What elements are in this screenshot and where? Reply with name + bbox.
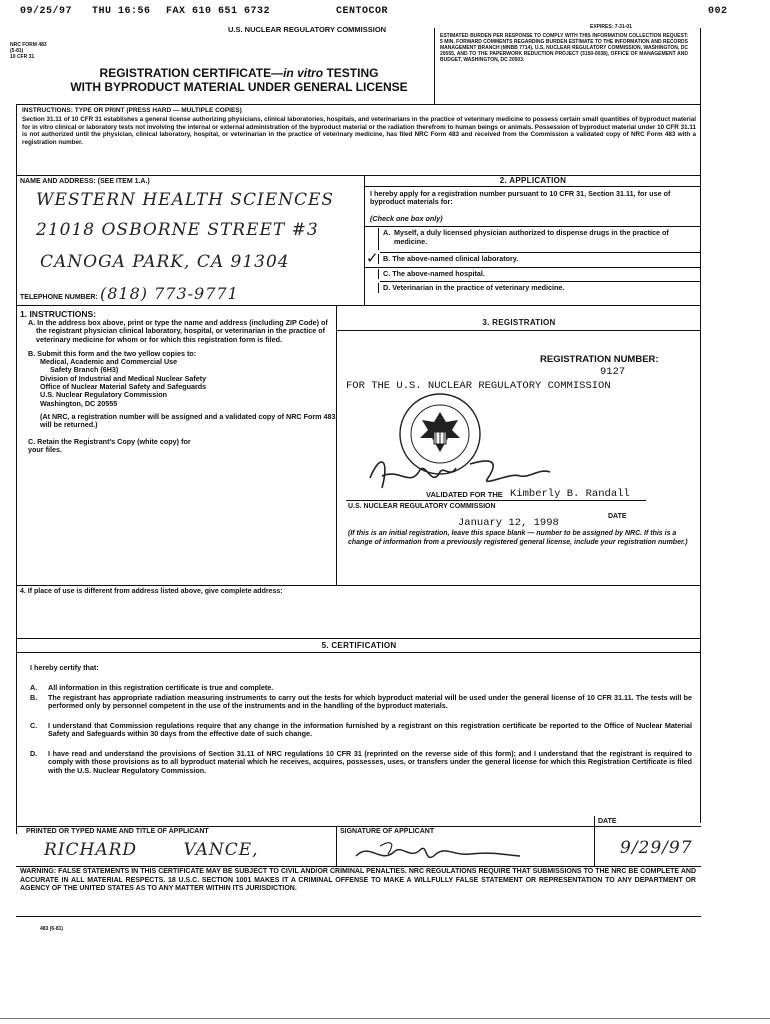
- title-line1: [54, 66, 424, 80]
- agency-header: U.S. NUCLEAR REGULATORY COMMISSION: [228, 25, 387, 34]
- cert-item-b-letter: B.: [30, 693, 38, 702]
- title-part-c: TESTING: [323, 66, 379, 80]
- title-part-b: in vitro: [283, 66, 324, 80]
- footer-code: 483 (6-81): [40, 926, 64, 932]
- fax-sender: CENTOCOR: [336, 6, 389, 17]
- instruction-a: A. In the address box above, print or type the name and address (including ZIP Code) of the registrant physician clinical laboratory, hospital, or veterinarian in the practice of veterinary medicine for whom or for which this registration form is filed.: [28, 318, 328, 344]
- name-line3: CANOGA PARK, CA 91304: [40, 252, 290, 272]
- addr-line-0: Medical, Academic and Commercial Use: [40, 357, 178, 367]
- registration-title: 3. REGISTRATION: [482, 318, 556, 327]
- name-address-label: NAME AND ADDRESS: (SEE ITEM 1.A.): [20, 178, 150, 185]
- instructions-header-text: Section 31.11 of 10 CFR 31 establishes a general license authorizing physicians, clinical laboratories, hospitals, and veterinarians in the practice of veterinary medicine to possess certain small quantities of byproduct material for in vitro clinical or laboratory tests not involving the internal or external administration of the byproduct material or the radiation therefrom to human beings or animals. Possession of byproduct material under 10 CFR 31.11 is not authorized until the physician, clinical laboratory, hospital, or veterinarian in the practice of veterinary medicine, has filed NRC Form 483 and received from the Commission a validated copy of NRC Form 483 with a registration number.: [22, 116, 696, 146]
- addr-line-5: Washington, DC 20555: [40, 398, 118, 408]
- instruction-b-note: (At NRC, a registration number will be assigned and a validated copy of NRC Form 483 will be returned.): [40, 411, 336, 430]
- date-left-border: [594, 816, 595, 866]
- commission-label: U.S. NUCLEAR REGULATORY COMMISSION: [348, 503, 496, 510]
- registration-date: January 12, 1998: [458, 517, 559, 529]
- name-line1: WESTERN HEALTH SCIENCES: [36, 190, 335, 210]
- cert-item-d-text: I have read and understand the provisions of Section 31.11 of NRC regulations 10 CFR 31 (reprinted on the reverse side of this form); and I understand that the registrant is required to comply with those provisions as to all byproduct material which he receives, acquires, possesses, uses, or transfers under the general license for which this Registration Certificate is filed with the U.S. Nuclear Regulatory Commission.: [48, 749, 692, 775]
- application-text: I hereby apply for a registration number pursuant to 10 CFR 31, Section 31.11, for use of byproduct materials for:: [370, 189, 671, 207]
- option-a-letter: A.: [383, 228, 391, 237]
- fax-number: FAX 610 651 6732: [166, 6, 271, 17]
- cert-item-d-letter: D.: [30, 749, 38, 758]
- option-c-letter: C.: [383, 269, 391, 278]
- option-c-text: The above-named hospital.: [392, 269, 485, 278]
- form-title: [54, 66, 424, 94]
- telephone-label: TELEPHONE NUMBER:: [20, 294, 98, 301]
- form-left-border: [16, 104, 17, 834]
- section3-left-border: [336, 305, 337, 585]
- checkbox-d[interactable]: [366, 283, 379, 293]
- form-cfr-text: 10 CFR 31: [10, 54, 35, 60]
- title-line2: WITH BYPRODUCT MATERIAL UNDER GENERAL LICENSE: [70, 80, 408, 94]
- instruction-b-address: [40, 358, 342, 408]
- bottom-edge: [0, 1018, 770, 1019]
- fax-header: [20, 6, 760, 20]
- instruction-b: B. Submit this form and the two yellow copies to:: [28, 348, 197, 358]
- form-date-text: (5-81): [10, 48, 24, 54]
- fax-date: 09/25/97: [20, 6, 73, 17]
- application-option-a[interactable]: [366, 228, 698, 252]
- form-number: [10, 42, 70, 60]
- application-title-rule: [364, 186, 701, 187]
- applicant-date-label: DATE: [598, 818, 617, 825]
- addr-line-3: Office of Nuclear Material Safety and Safeguards: [40, 382, 207, 392]
- burden-statement: ESTIMATED BURDEN PER RESPONSE TO COMPLY WITH THIS INFORMATION COLLECTION REQUEST: 5 MIN. FORWARD COMMENTS REGARDING BURDEN ESTIMATE TO THE INFORMATION AND RECORDS MANAGEMENT BRANCH (MNBB 7714), U.S. NUCLEAR REGULATORY COMMISSION, WASHINGTON, DC 20555, AND TO THE PAPERWORK REDUCTION PROJECT (3150-0038), OFFICE OF MANAGEMENT AND BUDGET, WASHINGTON, DC 20503.: [440, 33, 688, 63]
- top-rule: [16, 104, 701, 105]
- instruction-c: C. Retain the Registrant's Copy (white copy) for your files.: [28, 436, 191, 454]
- name-line2: 21018 OSBORNE STREET #3: [36, 220, 319, 240]
- form-right-border: [700, 28, 701, 823]
- application-title: 2. APPLICATION: [499, 176, 567, 185]
- checkbox-a[interactable]: [366, 228, 379, 250]
- applicant-name: RICHARD VANCE,: [44, 840, 259, 860]
- rule-2: [16, 305, 701, 306]
- application-option-d[interactable]: [366, 283, 698, 294]
- title-part-a: REGISTRATION CERTIFICATE—: [99, 66, 284, 80]
- checkbox-b[interactable]: ✓: [366, 250, 379, 267]
- form-number-text: NRC FORM 483: [10, 42, 47, 48]
- cert-item-a-text: All information in this registration certificate is true and complete.: [48, 683, 274, 692]
- validated-rule: [346, 500, 646, 501]
- option-b-letter: B.: [383, 254, 391, 263]
- registration-title-rule: [336, 330, 701, 331]
- option-d-text: Veterinarian in the practice of veterinary medicine.: [392, 283, 565, 292]
- checkbox-c[interactable]: [366, 269, 379, 279]
- telephone-value: (818) 773-9771: [100, 284, 239, 303]
- registration-number: 9127: [600, 366, 626, 378]
- registration-date-label: DATE: [608, 513, 627, 520]
- fax-page: 002: [708, 6, 728, 17]
- expires-label: EXPIRES: 7-31-01: [590, 24, 632, 30]
- instructions-block: [20, 309, 342, 454]
- registration-number-label: REGISTRATION NUMBER:: [540, 354, 659, 365]
- instructions-header-label: INSTRUCTIONS: TYPE OR PRINT (PRESS HARD — MULTIPLE COPIES): [22, 107, 242, 114]
- addr-line-1: Safety Branch (6H3): [50, 365, 119, 375]
- rule-7: [16, 916, 701, 917]
- option-d-letter: D.: [383, 283, 391, 292]
- addr-line-4: U.S. Nuclear Regulatory Commission: [40, 390, 168, 400]
- rule-3: [16, 585, 701, 586]
- validated-name: Kimberly B. Randall: [510, 488, 630, 500]
- fax-day-time: THU 16:56: [92, 6, 151, 17]
- registration-for-line: FOR THE U.S. NUCLEAR REGULATORY COMMISSION: [346, 380, 611, 392]
- instructions-title: 1. INSTRUCTIONS:: [20, 309, 97, 319]
- applicant-name-label: PRINTED OR TYPED NAME AND TITLE OF APPLICANT: [26, 828, 209, 835]
- title-divider: [434, 28, 435, 104]
- false-statement-warning: WARNING: FALSE STATEMENTS IN THIS CERTIFICATE MAY BE SUBJECT TO CIVIL AND/OR CRIMINAL PENALTIES. NRC REGULATIONS REQUIRE THAT SUBMISSIONS TO THE NRC BE COMPLETE AND ACCURATE IN ALL MATERIAL RESPECTS. 18 U.S.C. SECTION 1001 MAKES IT A CRIMINAL OFFENSE TO MAKE A WILLFULLY FALSE STATEMENT OR REPRESENTATION TO ANY DEPARTMENT OR AGENCY OF THE UNITED STATES AS TO ANY MATTER WITHIN ITS JURISDICTION.: [20, 868, 696, 893]
- place-of-use-label: 4. If place of use is different from address listed above, give complete address:: [20, 588, 283, 595]
- application-option-c[interactable]: [366, 269, 698, 280]
- rule-4: [16, 638, 701, 639]
- option-a-text: Myself, a duly licensed physician authorized to dispense drugs in the practice of medicine.: [394, 228, 669, 246]
- registration-note: (If this is an initial registration, leave this space blank — number to be assigned by NRC. If this is a change of information from a previously registered general license, include your registration number.): [348, 530, 688, 546]
- applicant-signature-icon: [350, 834, 530, 870]
- cert-item-c-text: I understand that Commission regulations require that any change in the information furnished by a registrant on this registration certificate be reported to the Office of Nuclear Material Safety and Safeguards within 30 days from the effective date of such change.: [48, 721, 692, 739]
- certification-title: 5. CERTIFICATION: [321, 641, 397, 650]
- certification-title-rule: [16, 652, 701, 653]
- application-option-b[interactable]: [366, 250, 698, 267]
- applicant-signature-label: SIGNATURE OF APPLICANT: [340, 828, 435, 835]
- application-check-note: (Check one box only): [370, 214, 443, 223]
- addr-line-2: Division of Industrial and Medical Nuclear Safety: [40, 373, 207, 383]
- certification-intro: I hereby certify that:: [30, 663, 99, 672]
- validated-for-label: VALIDATED FOR THE: [426, 490, 503, 499]
- cert-item-c-letter: C.: [30, 721, 38, 730]
- sig-left-border: [336, 826, 337, 866]
- applicant-date: 9/29/97: [620, 838, 693, 858]
- option-b-text: The above-named clinical laboratory.: [392, 254, 519, 263]
- cert-item-a-letter: A.: [30, 683, 38, 692]
- cert-item-b-text: The registrant has appropriate radiation measuring instruments to carry out the tests for which byproduct material will be used under the general license of 10 CFR 31.11. The tests will be performed only by personnel competent in the use of the instruments and in the handling of the byproduct materials.: [48, 693, 692, 711]
